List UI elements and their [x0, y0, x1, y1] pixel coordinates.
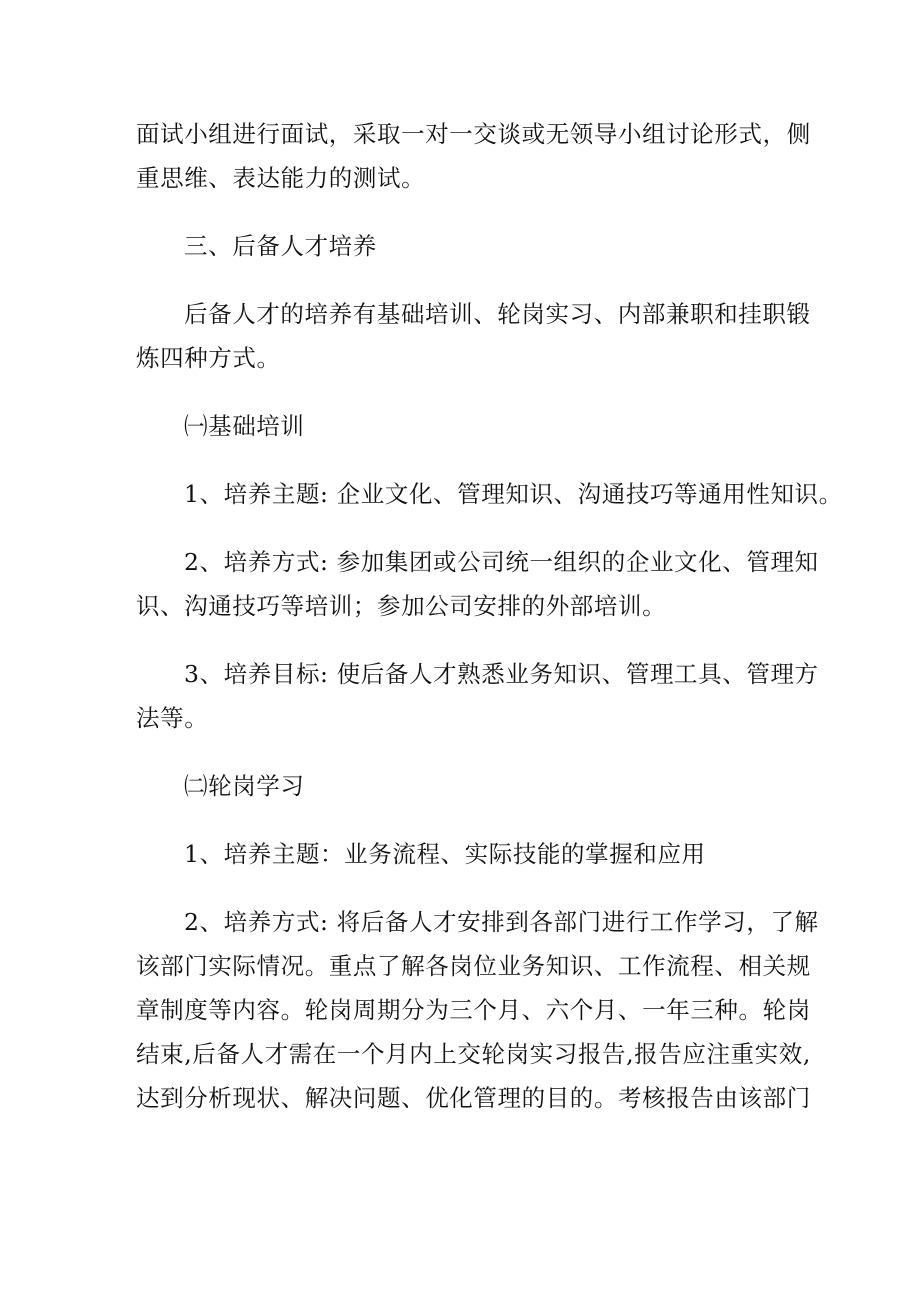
- paragraph-basic-topic: [136, 472, 843, 516]
- text-line: 重思维、表达能力的测试。: [136, 164, 426, 192]
- subheading-basic-training: [136, 404, 796, 448]
- text-line: 后备人才的培养有基础培训、轮岗实习、内部兼职和挂职锻: [184, 300, 811, 328]
- paragraph-basic-method: [136, 540, 819, 628]
- paragraph-training-intro: [136, 292, 811, 380]
- paragraph-rotation-topic: [136, 832, 796, 876]
- text-line: 面试小组进行面试，采取一对一交谈或无领导小组讨论形式，侧: [136, 120, 811, 148]
- text-line: 达到分析现状、解决问题、优化管理的目的。考核报告由该部门: [136, 1084, 811, 1112]
- section-heading-3: [136, 224, 796, 268]
- text-line: 2、培养方式: 参加集团或公司统一组织的企业文化、管理知: [184, 548, 819, 576]
- text-line: 法等。: [136, 704, 209, 732]
- text-line: 识、沟通技巧等培训；参加公司安排的外部培训。: [136, 592, 667, 620]
- text-line: 章制度等内容。轮岗周期分为三个月、六个月、一年三种。轮岗: [136, 996, 811, 1024]
- paragraph-basic-goal: [136, 652, 819, 740]
- text-line: 该部门实际情况。重点了解各岗位业务知识、工作流程、相关规: [136, 952, 811, 980]
- text-line: 3、培养目标: 使后备人才熟悉业务知识、管理工具、管理方: [184, 660, 819, 688]
- text-line: 1、培养主题：业务流程、实际技能的掌握和应用: [184, 840, 706, 868]
- text-line: 2、培养方式: 将后备人才安排到各部门进行工作学习，了解: [184, 908, 819, 936]
- text-line: 结束,后备人才需在一个月内上交轮岗实习报告,报告应注重实效,: [136, 1040, 811, 1068]
- heading-text: ㈡轮岗学习: [184, 772, 305, 800]
- text-line: 1、培养主题: 企业文化、管理知识、沟通技巧等通用性知识。: [184, 480, 843, 508]
- document-page: [136, 112, 843, 1120]
- heading-text: ㈠基础培训: [184, 412, 305, 440]
- paragraph-interview-continued: [136, 112, 811, 200]
- text-line: 炼四种方式。: [136, 344, 281, 372]
- subheading-rotation: [136, 764, 796, 808]
- heading-text: 三、后备人才培养: [184, 232, 377, 260]
- paragraph-rotation-method: [136, 900, 819, 1120]
